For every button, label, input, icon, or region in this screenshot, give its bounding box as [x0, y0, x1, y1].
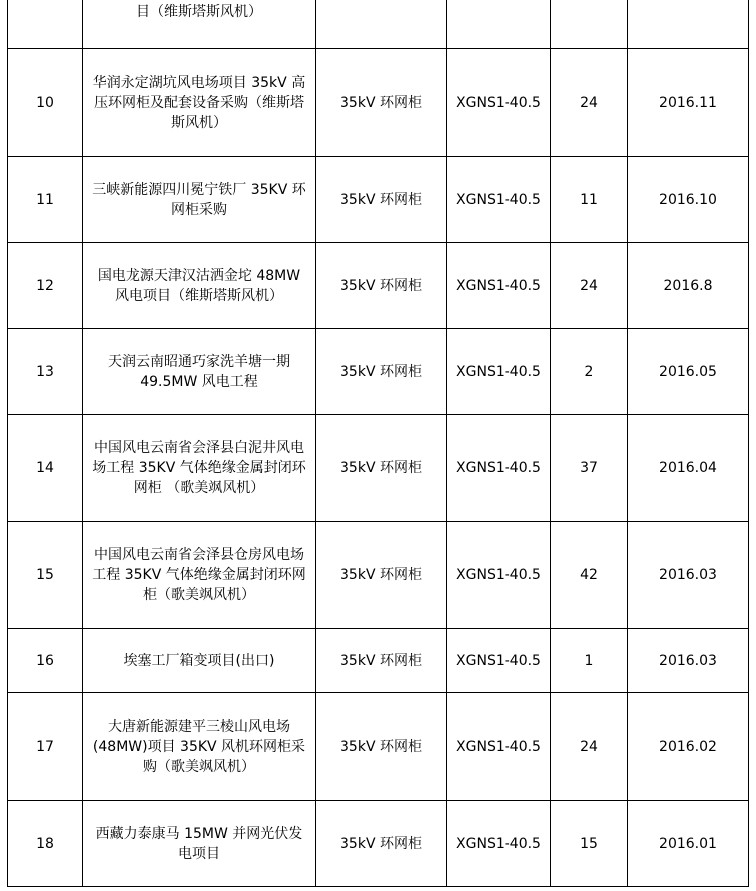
quantity: 42: [551, 522, 628, 629]
table-row: [8, 801, 749, 887]
equipment-type: 35kV 环网柜: [316, 157, 447, 243]
table-row: [8, 0, 749, 49]
model-number: XGNS1-40.5: [447, 243, 551, 329]
table-row: [8, 522, 749, 629]
row-number: [8, 0, 83, 49]
project-name: 中国风电云南省会泽县白泥井风电场工程 35KV 气体绝缘金属封闭环网柜 （歌美飒风机）: [83, 415, 316, 522]
project-name: 埃塞工厂箱变项目(出口): [83, 629, 316, 693]
table-row: [8, 415, 749, 522]
supply-date: 2016.01: [628, 801, 749, 887]
equipment-type: 35kV 环网柜: [316, 629, 447, 693]
row-number: 13: [8, 329, 83, 415]
equipment-type: 35kV 环网柜: [316, 243, 447, 329]
table-row: [8, 329, 749, 415]
row-number: 16: [8, 629, 83, 693]
supply-date: [628, 0, 749, 49]
model-number: XGNS1-40.5: [447, 49, 551, 157]
equipment-type: 35kV 环网柜: [316, 415, 447, 522]
model-number: XGNS1-40.5: [447, 693, 551, 801]
supply-date: 2016.03: [628, 522, 749, 629]
project-name: 华润永定湖坑风电场项目 35kV 高压环网柜及配套设备采购（维斯塔斯风机）: [83, 49, 316, 157]
supply-date: 2016.05: [628, 329, 749, 415]
equipment-type: [316, 0, 447, 49]
row-number: 18: [8, 801, 83, 887]
row-number: 15: [8, 522, 83, 629]
row-number: 11: [8, 157, 83, 243]
quantity: 24: [551, 693, 628, 801]
row-number: 14: [8, 415, 83, 522]
project-name: 大唐新能源建平三棱山风电场(48MW)项目 35KV 风机环网柜采购（歌美飒风机）: [83, 693, 316, 801]
table-row: [8, 243, 749, 329]
model-number: [447, 0, 551, 49]
row-number: 12: [8, 243, 83, 329]
supply-date: 2016.03: [628, 629, 749, 693]
table-row: [8, 157, 749, 243]
project-name: 国电龙源天津汉沽洒金坨 48MW 风电项目（维斯塔斯风机）: [83, 243, 316, 329]
quantity: [551, 0, 628, 49]
row-number: 17: [8, 693, 83, 801]
supply-date: 2016.11: [628, 49, 749, 157]
model-number: XGNS1-40.5: [447, 522, 551, 629]
project-name: 天润云南昭通巧家洗羊塘一期 49.5MW 风电工程: [83, 329, 316, 415]
table-row: [8, 693, 749, 801]
supply-date: 2016.04: [628, 415, 749, 522]
model-number: XGNS1-40.5: [447, 415, 551, 522]
supply-date: 2016.8: [628, 243, 749, 329]
quantity: 1: [551, 629, 628, 693]
table-row: [8, 629, 749, 693]
model-number: XGNS1-40.5: [447, 801, 551, 887]
quantity: 2: [551, 329, 628, 415]
model-number: XGNS1-40.5: [447, 157, 551, 243]
equipment-type: 35kV 环网柜: [316, 49, 447, 157]
quantity: 37: [551, 415, 628, 522]
supply-date: 2016.02: [628, 693, 749, 801]
model-number: XGNS1-40.5: [447, 629, 551, 693]
project-name: 西藏力泰康马 15MW 并网光伏发电项目: [83, 801, 316, 887]
project-name: 中国风电云南省会泽县仓房风电场工程 35KV 气体绝缘金属封闭环网柜（歌美飒风机）: [83, 522, 316, 629]
equipment-type: 35kV 环网柜: [316, 693, 447, 801]
equipment-type: 35kV 环网柜: [316, 801, 447, 887]
quantity: 24: [551, 243, 628, 329]
equipment-type: 35kV 环网柜: [316, 329, 447, 415]
quantity: 15: [551, 801, 628, 887]
quantity: 24: [551, 49, 628, 157]
model-number: XGNS1-40.5: [447, 329, 551, 415]
table-row: [8, 49, 749, 157]
row-number: 10: [8, 49, 83, 157]
project-name: 目（维斯塔斯风机）: [83, 0, 316, 49]
quantity: 11: [551, 157, 628, 243]
equipment-type: 35kV 环网柜: [316, 522, 447, 629]
project-name: 三峡新能源四川冕宁铁厂 35KV 环网柜采购: [83, 157, 316, 243]
project-table: [7, 0, 749, 887]
supply-date: 2016.10: [628, 157, 749, 243]
